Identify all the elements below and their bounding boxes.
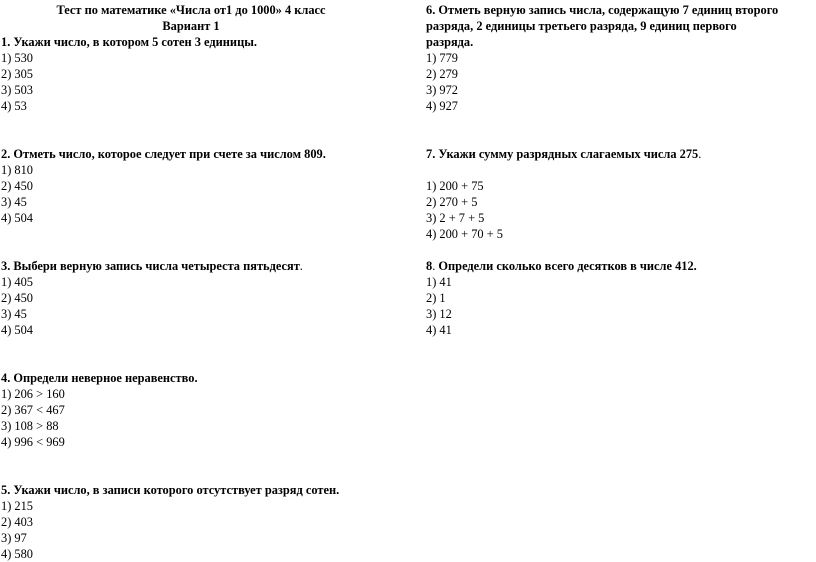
question-3-option-3: 3) 45	[1, 307, 27, 321]
question-4	[1, 370, 396, 450]
question-1-option-2: 2) 305	[1, 67, 34, 81]
question-4-option-3: 3) 108 > 88	[1, 419, 59, 433]
question-3-text-row	[1, 258, 396, 274]
question-7-text-row	[426, 146, 816, 162]
question-1-option-4: 4) 53	[1, 99, 27, 113]
question-8-text: Определи сколько всего десятков в числе 412.	[435, 259, 697, 273]
question-6-text-line-2: разряда, 2 единицы третьего разряда, 9 единиц первого	[426, 19, 737, 33]
question-8-text-row	[426, 258, 816, 274]
title-line-1: Тест по математике «Числа от1 до 1000» 4 класс	[56, 3, 326, 17]
title-line-2: Вариант 1	[162, 19, 220, 33]
spacer	[426, 242, 816, 258]
spacer	[1, 450, 396, 482]
question-6-option-3: 3) 972	[426, 83, 459, 97]
question-4-text: 4. Определи неверное неравенство.	[1, 371, 198, 385]
question-5-text: 5. Укажи число, в записи которого отсутствует разряд сотен.	[1, 483, 340, 497]
right-column	[426, 2, 816, 338]
question-7	[426, 146, 816, 242]
question-2	[1, 146, 396, 226]
question-3-option-2: 2) 450	[1, 291, 34, 305]
question-2-option-3: 3) 45	[1, 195, 27, 209]
question-7-suffix: .	[698, 147, 702, 161]
question-8-option-1: 1) 41	[426, 275, 452, 289]
question-1	[1, 34, 396, 114]
question-8-option-4: 4) 41	[426, 323, 452, 337]
question-6-text-line-1: 6. Отметь верную запись числа, содержащую 7 единиц второго	[426, 3, 779, 17]
question-3-suffix: .	[299, 259, 303, 273]
question-8-option-3: 3) 12	[426, 307, 452, 321]
question-5-option-2: 2) 403	[1, 515, 34, 529]
question-4-option-1: 1) 206 > 160	[1, 387, 65, 401]
page-title	[1, 2, 381, 34]
question-2-option-4: 4) 504	[1, 211, 34, 225]
question-3-option-1: 1) 405	[1, 275, 34, 289]
spacer	[426, 114, 816, 146]
question-7-option-3: 3) 2 + 7 + 5	[426, 211, 485, 225]
question-3-option-4: 4) 504	[1, 323, 34, 337]
spacer	[426, 162, 816, 178]
spacer	[1, 338, 396, 370]
question-7-option-2: 2) 270 + 5	[426, 195, 478, 209]
question-2-text: 2. Отметь число, которое следует при счете за числом 809.	[1, 147, 326, 161]
question-5-option-3: 3) 97	[1, 531, 27, 545]
question-6-option-1: 1) 779	[426, 51, 459, 65]
question-1-option-1: 1) 530	[1, 51, 34, 65]
question-5-option-4: 4) 580	[1, 547, 34, 561]
question-5	[1, 482, 396, 562]
question-1-text: 1. Укажи число, в котором 5 сотен 3 единицы.	[1, 35, 257, 49]
question-6-text-line-3: разряда.	[426, 35, 474, 49]
question-8-option-2: 2) 1	[426, 291, 446, 305]
question-1-option-3: 3) 503	[1, 83, 34, 97]
question-8-number-suffix: .	[432, 259, 436, 273]
question-2-option-1: 1) 810	[1, 163, 34, 177]
question-6-option-4: 4) 927	[426, 99, 459, 113]
question-3	[1, 258, 396, 338]
question-3-text: 3. Выбери верную запись числа четыреста пятьдесят	[1, 259, 300, 273]
question-5-option-1: 1) 215	[1, 499, 34, 513]
question-8-number: 8	[426, 259, 433, 273]
question-2-option-2: 2) 450	[1, 179, 34, 193]
question-6-option-2: 2) 279	[426, 67, 459, 81]
question-7-option-4: 4) 200 + 70 + 5	[426, 227, 503, 241]
question-6	[426, 2, 816, 114]
spacer	[1, 226, 396, 258]
question-4-option-2: 2) 367 < 467	[1, 403, 65, 417]
question-7-option-1: 1) 200 + 75	[426, 179, 484, 193]
question-7-text: 7. Укажи сумму разрядных слагаемых числа 275	[426, 147, 699, 161]
spacer	[1, 114, 396, 146]
question-4-option-4: 4) 996 < 969	[1, 435, 65, 449]
left-column	[1, 2, 396, 562]
question-8	[426, 258, 816, 338]
